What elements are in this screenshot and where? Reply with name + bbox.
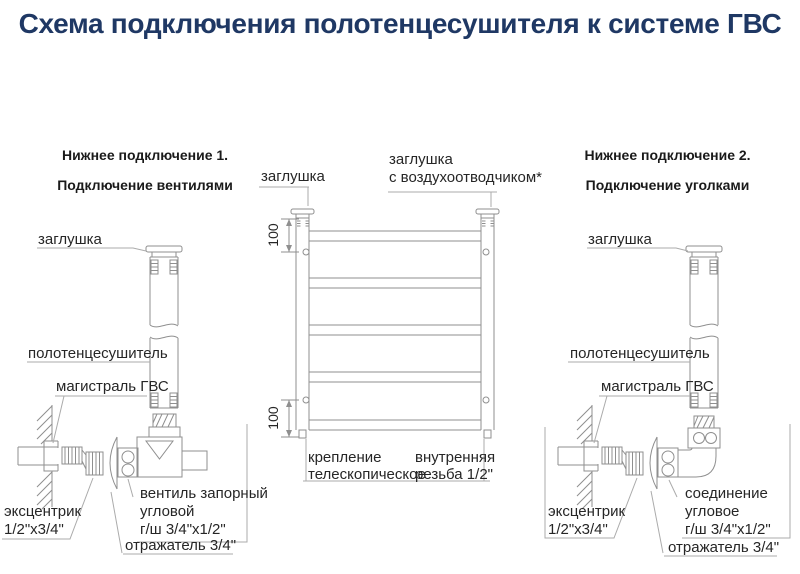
center-thread-label-line1: внутренняя (415, 449, 496, 466)
right-reflector-label: отражатель 3/4" (668, 539, 780, 556)
right-elbow-label-line1: соединение (685, 485, 768, 502)
rail-mount-holes (303, 249, 489, 403)
left-escutcheon (110, 437, 117, 489)
center-air-vent-cap-label-line1: заглушка (389, 151, 453, 168)
dimension-top-value: 100 (265, 223, 281, 247)
left-eccentric-label-line2: 1/2"x3/4" (4, 521, 64, 538)
right-eccentric-label-line1: эксцентрик (548, 503, 626, 520)
left-valve-label-line1: вентиль запорный (140, 485, 268, 502)
center-cap-label: заглушка (261, 168, 325, 185)
center-mount-label-line2: телескопическое (308, 466, 426, 483)
left-cap-label: заглушка (38, 231, 102, 248)
left-eccentric-fittings (62, 447, 103, 475)
right-cap-label: заглушка (588, 231, 652, 248)
left-eccentric-label-line1: эксцентрик (4, 503, 82, 520)
left-valve-label-line3: г/ш 3/4"х1/2" (140, 521, 226, 538)
left-valve-label-line2: угловой (140, 503, 195, 520)
right-elbow-fitting (658, 416, 720, 477)
right-towel-rail-label: полотенцесушитель (570, 345, 710, 362)
right-escutcheon (650, 437, 657, 489)
left-angle-valve (118, 414, 207, 477)
right-eccentric-label-line2: 1/2"x3/4" (548, 521, 608, 538)
rail-rungs (309, 231, 481, 430)
left-heading-line2: Подключение вентилями (57, 177, 233, 193)
right-heading-line1: Нижнее подключение 2. (584, 147, 751, 163)
rail-posts (296, 218, 494, 438)
towel-rail-drawing (281, 209, 499, 438)
center-thread-label-line2: резьба 1/2" (415, 466, 493, 483)
right-elbow-label-line3: г/ш 3/4"х1/2" (685, 521, 771, 538)
right-elbow-label-line2: угловое (685, 503, 740, 520)
right-heading-line2: Подключение уголками (585, 177, 750, 193)
right-wall-and-main (558, 405, 598, 509)
left-wall-and-main (18, 405, 58, 509)
left-reflector-label: отражатель 3/4" (125, 537, 237, 554)
center-air-vent-cap-label-line2: с воздухоотводчиком* (389, 169, 542, 186)
dimension-bottom-value: 100 (265, 406, 281, 430)
right-pipe-cap (686, 246, 722, 257)
left-towel-rail-label: полотенцесушитель (28, 345, 168, 362)
right-hot-water-main-label: магистраль ГВС (601, 378, 714, 395)
left-pipe-cap (146, 246, 182, 257)
page-title: Схема подключения полотенцесушителя к системе ГВС (18, 8, 782, 39)
left-hot-water-main-label: магистраль ГВС (56, 378, 169, 395)
left-heading-line1: Нижнее подключение 1. (61, 147, 229, 163)
rail-top-caps (291, 209, 499, 218)
center-mount-label-line1: крепление (308, 449, 382, 466)
right-eccentric-fittings (602, 447, 643, 475)
